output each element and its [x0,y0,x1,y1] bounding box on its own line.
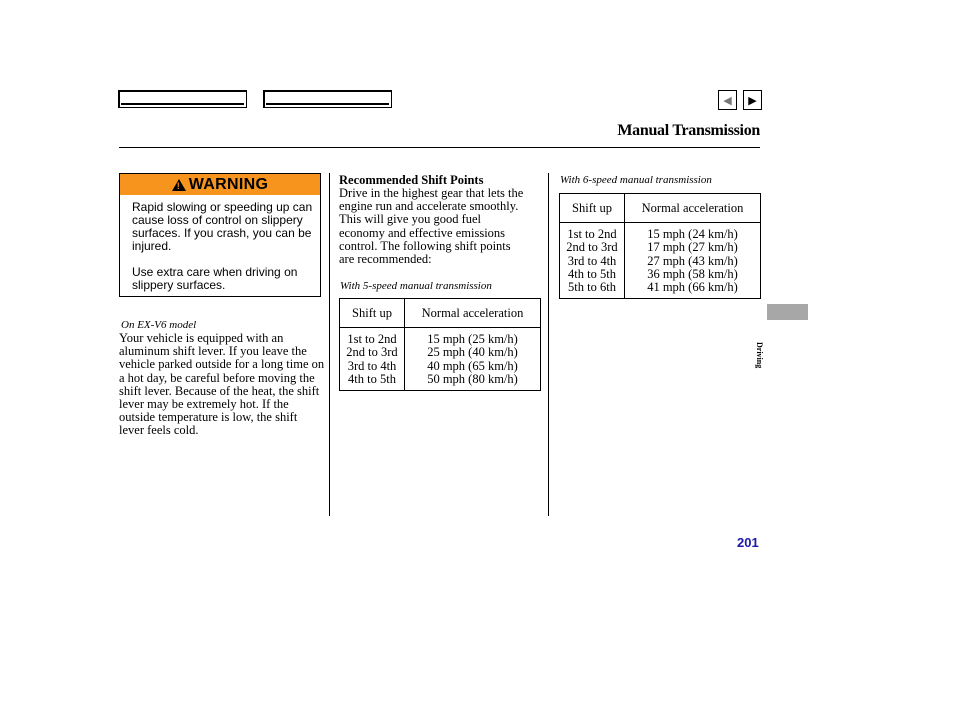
arrow-right-icon: ▶ [748,94,757,107]
table-speeds-cell [625,223,761,299]
page-title: Manual Transmission [617,122,760,139]
table-gears-cell [560,223,625,299]
table-cell-gear: 1st to 2nd [567,227,617,241]
header-divider [119,147,760,148]
warning-paragraph: Rapid slowing or speeding up can cause loss of control on slippery surfaces. If you crash, you can be injured. [132,200,313,253]
table-cell-gear: 5th to 6th [568,280,616,295]
nav-index-button[interactable] [263,90,392,108]
column-divider-2 [548,173,549,516]
warning-paragraph: Use extra care when driving on slippery surfaces. [132,265,298,292]
prev-page-button[interactable] [718,90,737,110]
table-gears-cell [340,328,405,391]
warning-text [132,201,314,305]
page-number: 201 [737,535,759,550]
table-cell-speed: 50 mph (80 km/h) [427,371,518,386]
shift-table-6speed [559,193,761,299]
table-cell-speed: 40 mph (65 km/h) [427,358,518,373]
section-tab [767,304,808,320]
table-cell-gear: 4th to 5th [348,371,396,386]
nav-main-menu-button[interactable] [118,90,247,108]
arrow-left-icon: ◀ [723,94,732,107]
warning-box [119,173,321,297]
warning-header [120,174,320,195]
shift-table-5speed [339,298,541,391]
table-cell-gear: 4th to 5th [568,266,616,281]
shift-points-paragraph: Drive in the highest gear that lets the engine run and accelerate smoothly. This will give you good fuel economy and effective emissions control. The following shift points are recommended: [339,186,524,267]
section-side-label: Driving [755,342,764,369]
table-header-normal-acceleration: Normal acceleration [625,194,761,223]
model-caption: On EX-V6 model [121,319,197,331]
table-cell-speed: 15 mph (25 km/h) [427,332,518,346]
warning-triangle-icon: ! [172,179,186,191]
table-cell-gear: 1st to 2nd [347,332,397,346]
table-cell-gear: 2nd to 3rd [566,240,618,255]
table-cell-speed: 27 mph (43 km/h) [647,253,738,268]
table-cell-gear: 3rd to 4th [567,253,617,268]
next-page-button[interactable] [743,90,762,110]
section-heading: Recommended Shift Points [339,173,484,187]
table-cell-speed: 15 mph (24 km/h) [647,227,738,241]
table-cell-speed: 41 mph (66 km/h) [647,280,738,295]
table-cell-speed: 36 mph (58 km/h) [647,266,738,281]
table-caption-6speed: With 6-speed manual transmission [560,174,712,186]
shift-lever-paragraph: Your vehicle is equipped with an aluminum shift lever. If you leave the vehicle parked outside for a long time on a hot day, be careful before moving the shift lever. Because of the heat, the shift lever may be extremely hot. If the outside temperature is low, the shift lever feels cold. [119,331,325,438]
table-cell-gear: 3rd to 4th [347,358,397,373]
table-cell-gear: 2nd to 3rd [346,345,398,360]
table-cell-speed: 25 mph (40 km/h) [427,345,518,360]
table-cell-speed: 17 mph (27 km/h) [647,240,738,255]
table-header-normal-acceleration: Normal acceleration [405,299,541,328]
table-header-shift-up: Shift up [560,194,625,223]
warning-label: WARNING [188,175,269,193]
table-caption-5speed: With 5-speed manual transmission [340,280,492,292]
table-header-shift-up: Shift up [340,299,405,328]
column-divider-1 [329,173,330,516]
table-speeds-cell [405,328,541,391]
